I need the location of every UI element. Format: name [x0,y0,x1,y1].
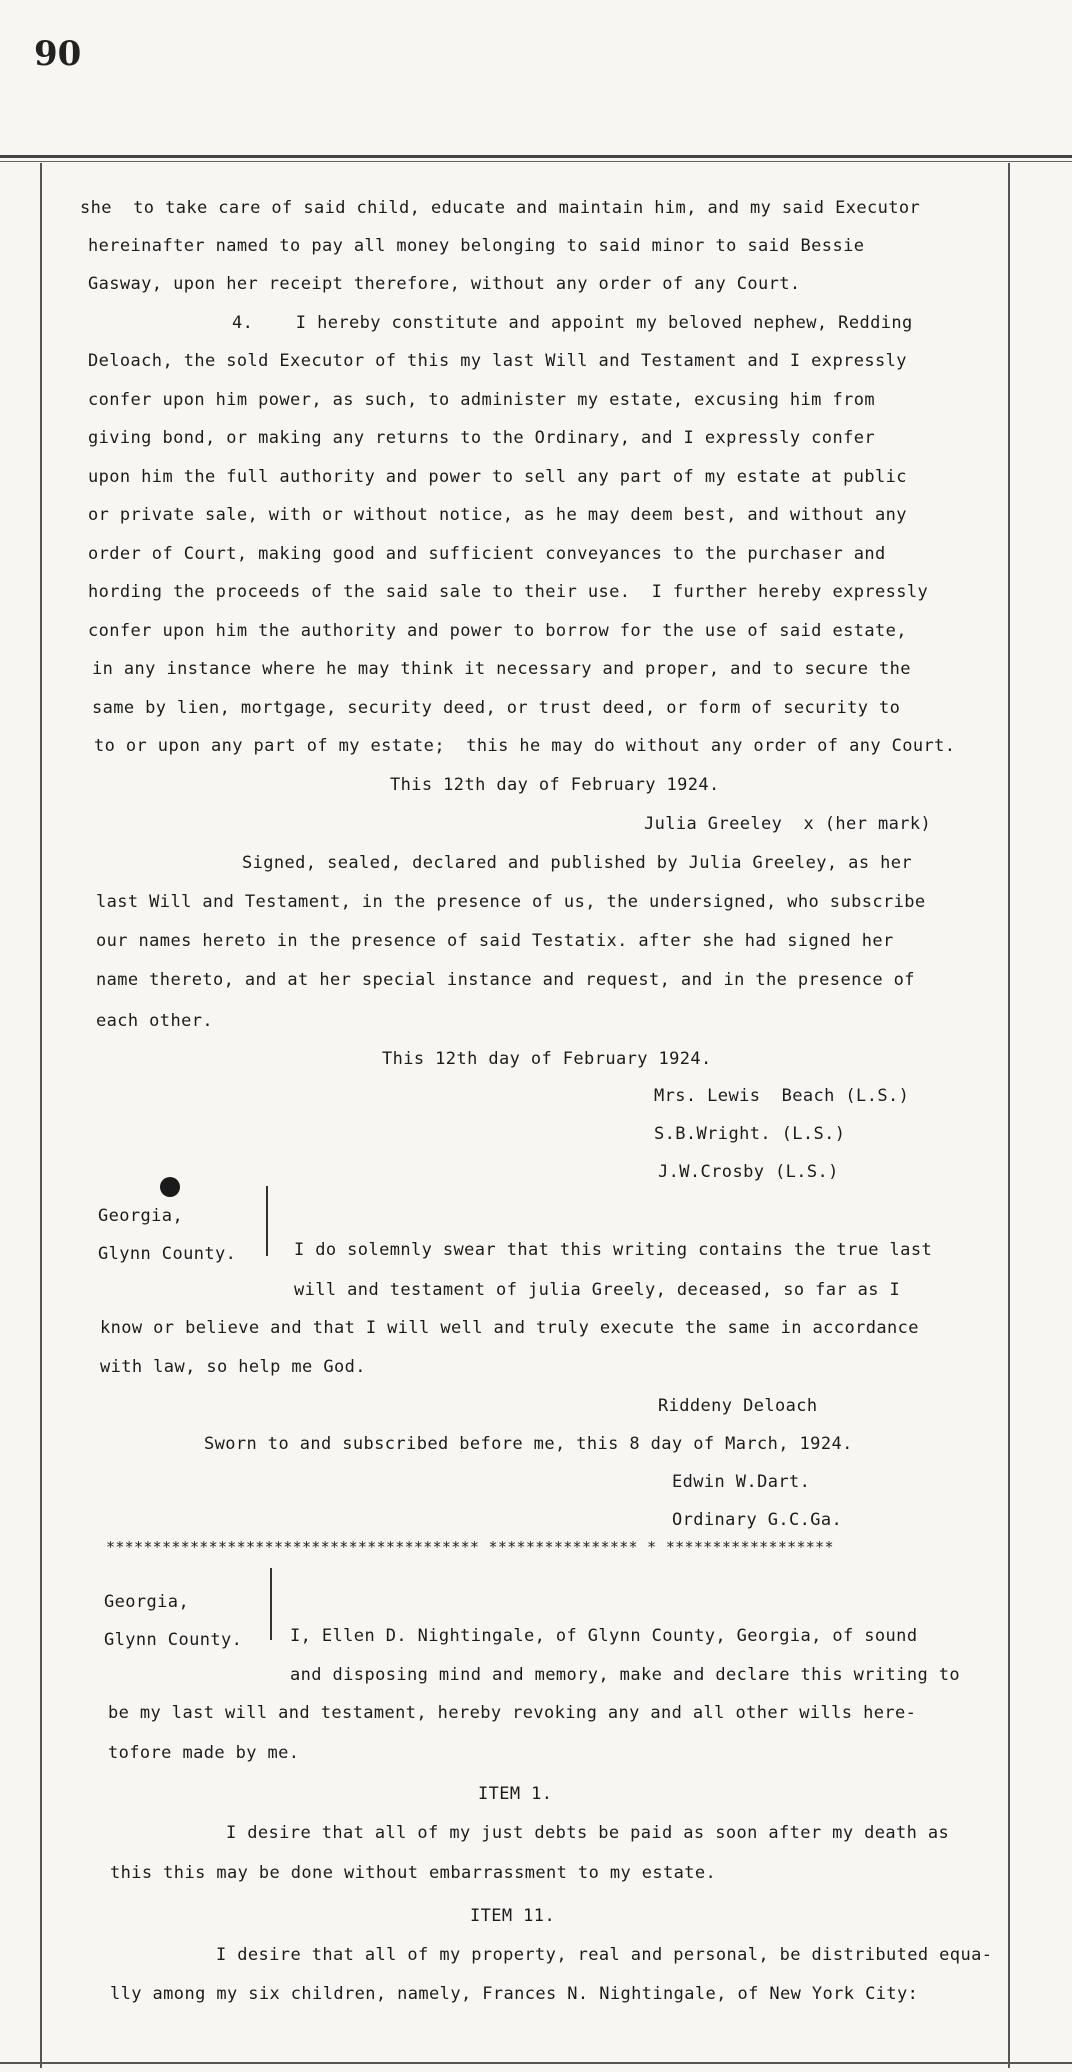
item-line: I desire that all of my property, real and personal, be distributed equa- [216,1945,993,1965]
body-line: in any instance where he may think it necessary and proper, and to secure the [92,659,911,679]
page-number: 90 [34,34,82,74]
witness: Mrs. Lewis Beach (L.S.) [654,1086,910,1106]
testator-signature: Julia Greeley x (her mark) [644,814,932,834]
top-rule [0,155,1072,158]
oath-line: with law, so help me God. [100,1357,366,1377]
body-line: confer upon him the authority and power to borrow for the use of said estate, [88,621,907,641]
attestation-date: This 12th day of February 1924. [382,1049,712,1069]
executor-signature: Riddeny Deloach [658,1396,818,1416]
will2-state: Georgia, [104,1592,190,1612]
official-name: Edwin W.Dart. [672,1472,811,1492]
will2-line: tofore made by me. [108,1743,300,1763]
body-line: Deloach, the sold Executor of this my last Will and Testament and I expressly [88,351,907,371]
body-line: hereinafter named to pay all money belonging to said minor to said Bessie [88,236,865,256]
oath-line: I do solemnly swear that this writing contains the true last [294,1240,933,1260]
witness: J.W.Crosby (L.S.) [658,1162,839,1182]
body-line: to or upon any part of my estate; this he may do without any order of any Court. [94,736,956,756]
item-line: I desire that all of my just debts be paid as soon after my death as [226,1823,950,1843]
bracket-line [270,1568,272,1640]
bracket-line [266,1186,268,1256]
ink-blot [160,1177,180,1197]
item-heading: ITEM 1. [478,1784,553,1804]
right-margin-line [1008,163,1010,2068]
section-separator: **************************************** **************** * ****************** [106,1538,834,1556]
attestation-line: each other. [96,1011,213,1031]
body-line: order of Court, making good and sufficient conveyances to the purchaser and [88,544,886,564]
sworn-line: Sworn to and subscribed before me, this 8 day of March, 1924. [204,1434,853,1454]
official-title: Ordinary G.C.Ga. [672,1510,843,1530]
item-heading: ITEM 11. [470,1906,556,1926]
oath-line: know or believe and that I will well and truly execute the same in accordance [100,1318,919,1338]
attestation-line: last Will and Testament, in the presence of us, the undersigned, who subscribe [96,892,926,912]
oath-county: Glynn County. [98,1244,237,1264]
body-line: Gasway, upon her receipt therefore, without any order of any Court. [88,274,801,294]
left-margin-line [40,163,42,2068]
witness: S.B.Wright. (L.S.) [654,1124,846,1144]
item-line: lly among my six children, namely, Frances N. Nightingale, of New York City: [110,1984,919,2004]
item-line: this this may be done without embarrassment to my estate. [110,1863,717,1883]
body-line: hording the proceeds of the said sale to their use. I further hereby expressly [88,582,929,602]
body-line: she to take care of said child, educate and maintain him, and my said Executor [80,198,921,218]
will2-county: Glynn County. [104,1630,243,1650]
attestation-line: Signed, sealed, declared and published by Julia Greeley, as her [242,853,912,873]
body-line: confer upon him power, as such, to administer my estate, excusing him from [88,390,875,410]
will-date: This 12th day of February 1924. [390,775,720,795]
oath-line: will and testament of julia Greely, deceased, so far as I [294,1280,901,1300]
body-line: 4. I hereby constitute and appoint my beloved nephew, Redding [232,313,913,333]
will2-line: I, Ellen D. Nightingale, of Glynn County, Georgia, of sound [290,1626,918,1646]
top-rule-thin [0,161,1072,162]
body-line: upon him the full authority and power to sell any part of my estate at public [88,467,907,487]
body-line: or private sale, with or without notice, as he may deem best, and without any [88,505,907,525]
bottom-rule [0,2062,1072,2064]
body-line: giving bond, or making any returns to the Ordinary, and I expressly confer [88,428,875,448]
will2-line: and disposing mind and memory, make and declare this writing to [290,1665,960,1685]
oath-state: Georgia, [98,1206,184,1226]
attestation-line: name thereto, and at her special instance and request, and in the presence of [96,970,915,990]
attestation-line: our names hereto in the presence of said Testatix. after she had signed her [96,931,894,951]
body-line: same by lien, mortgage, security deed, or trust deed, or form of security to [92,698,901,718]
will2-line: be my last will and testament, hereby revoking any and all other wills here- [108,1703,917,1723]
